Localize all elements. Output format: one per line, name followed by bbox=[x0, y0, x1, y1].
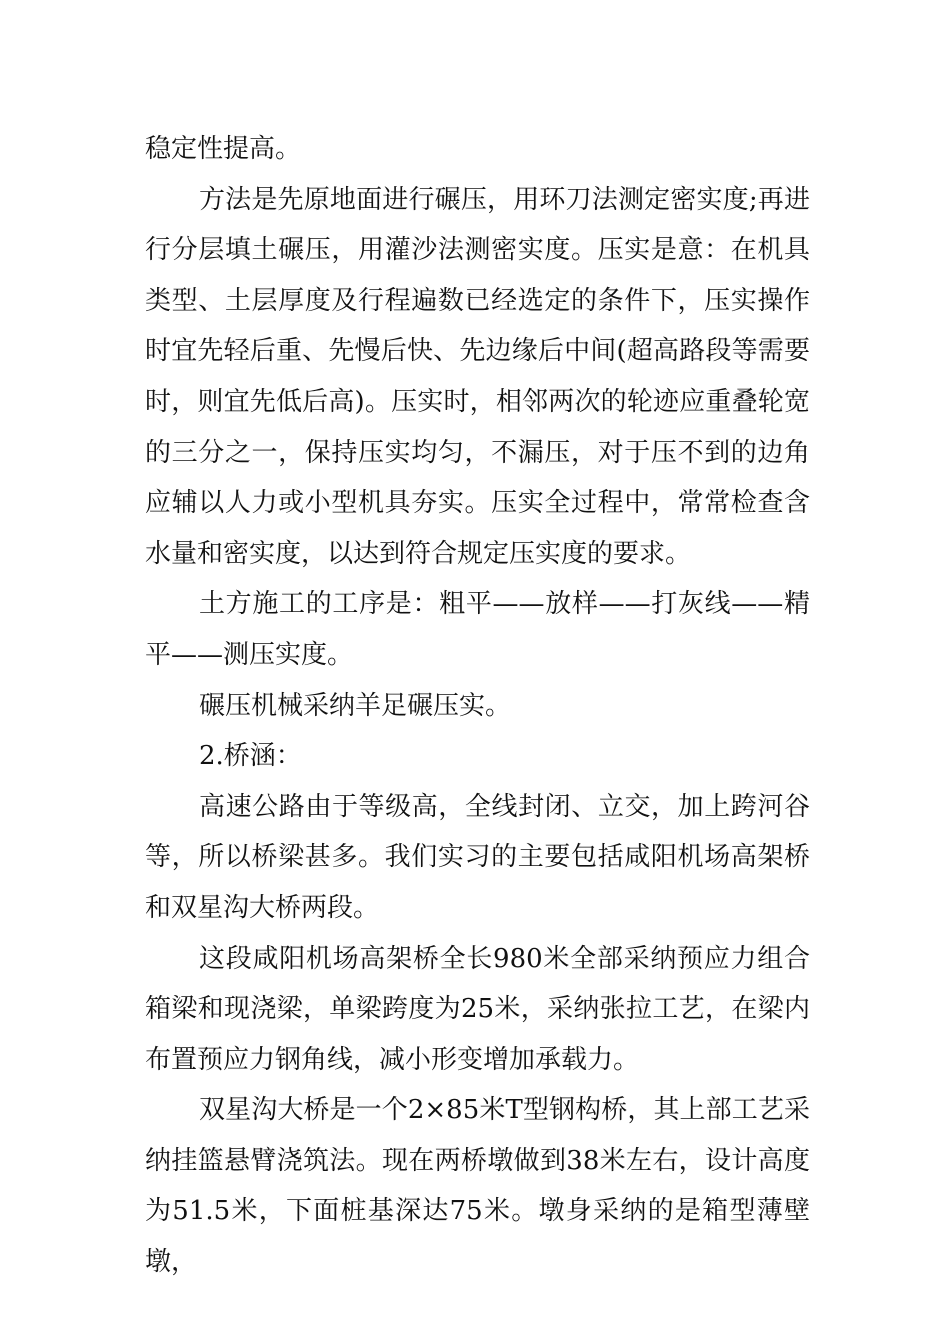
paragraph-continuation: 稳定性提高。 bbox=[145, 134, 302, 164]
paragraph-roller: 碾压机械采纳羊足碾压实。 bbox=[199, 690, 512, 721]
paragraph-airport-viaduct: 这段咸阳机场高架桥全长980米全部采纳预应力组合箱梁和现浇梁，单梁跨度为25米，采纳张拉工艺，在梁内布置预应力钢角线，减小形变增加承载力。 bbox=[145, 943, 810, 1075]
section-heading-bridges: 2.桥涵： bbox=[199, 741, 302, 772]
paragraph-shuangxinggou-bridge: 双星沟大桥是一个2×85米T型钢构桥，其上部工艺采纳挂篮悬臂浇筑法。现在两桥墩做到38米左右，设计高度为51.5米，下面桩基深达75米。墩身采纳的是箱型薄壁墩， bbox=[145, 1095, 810, 1278]
body-text bbox=[145, 124, 810, 1288]
paragraph-earthwork-process: 土方施工的工序是：粗平——放样——打灰线——精平——测压实度。 bbox=[145, 589, 810, 670]
paragraph-compaction-method: 方法是先原地面进行碾压，用环刀法测定密实度;再进行分层填土碾压，用灌沙法测密实度。压实是意：在机具类型、土层厚度及行程遍数已经选定的条件下，压实操作时宜先轻后重、先慢后快、先边缘后中间(超高路段等需要时，则宜先低后高)。压实时，相邻两次的轮迹应重叠轮宽的三分之一，保持压实均匀，不漏压，对于压不到的边角应辅以人力或小型机具夯实。压实全过程中，常常检查含水量和密实度，以达到符合规定压实度的要求。 bbox=[145, 184, 810, 569]
paragraph-bridges-overview: 高速公路由于等级高，全线封闭、立交，加上跨河谷等，所以桥梁甚多。我们实习的主要包括咸阳机场高架桥和双星沟大桥两段。 bbox=[145, 791, 810, 923]
